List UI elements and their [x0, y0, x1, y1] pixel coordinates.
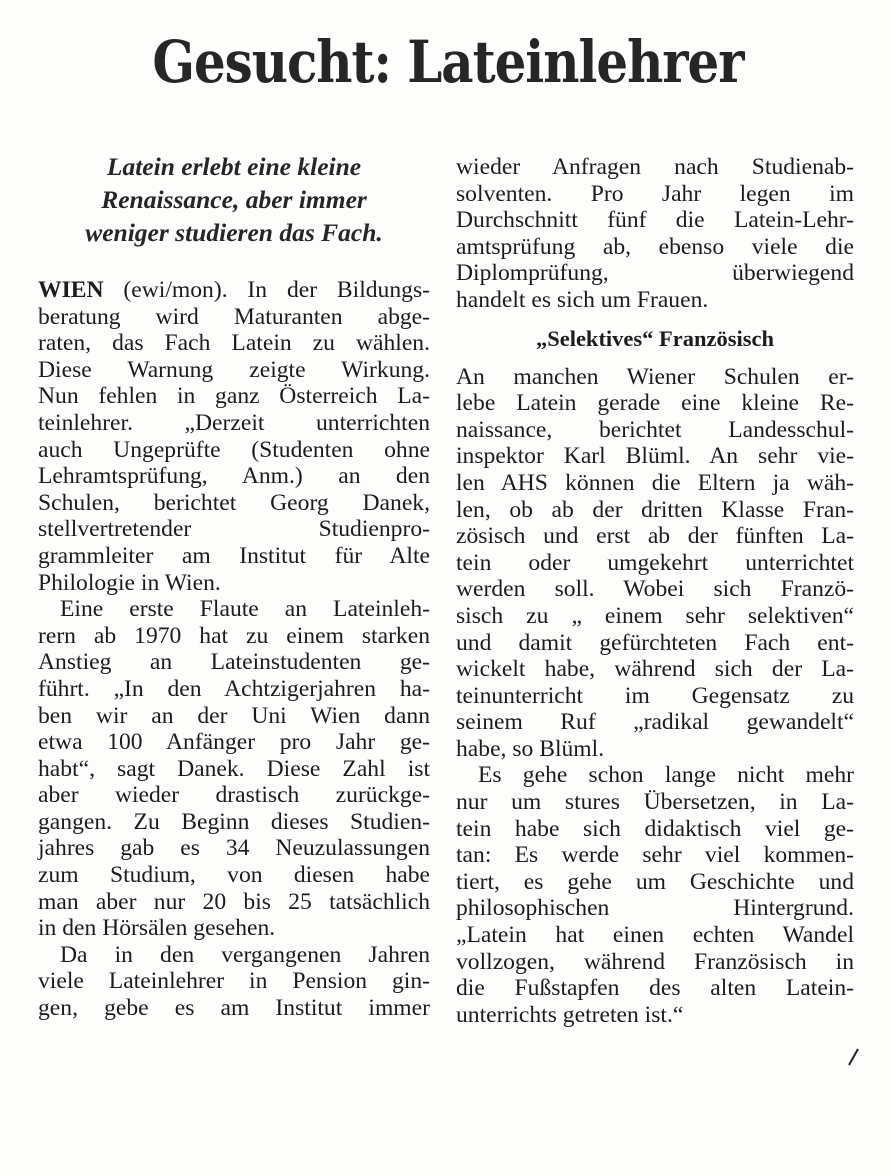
text-line: solventen. Pro Jahr legen im — [456, 180, 854, 207]
text-line: gen, gebe es am Institut immer — [38, 995, 430, 1022]
text-line: tein habe sich didaktisch viel ge- — [456, 815, 854, 842]
text-line: tein oder umgekehrt unterrichtet — [456, 549, 854, 576]
text-line: nur um stures Übersetzen, in La- — [456, 789, 854, 816]
text-line: Nun fehlen in ganz Österreich La- — [38, 383, 430, 410]
headline: Gesucht: Lateinlehrer — [152, 28, 744, 96]
text-line: die Fußstapfen des alten Latein- — [456, 975, 854, 1002]
text-line: naissance, berichtet Landesschul- — [456, 416, 854, 443]
text-line: grammleiter am Institut für Alte — [38, 542, 430, 569]
text-line: Diese Warnung zeigte Wirkung. — [38, 356, 430, 383]
text-line: Anstieg an Lateinstudenten ge- — [38, 649, 430, 676]
text-line: man aber nur 20 bis 25 tatsächlich — [38, 888, 430, 915]
text-line: zösisch und erst ab der fünften La- — [456, 523, 854, 550]
text-line: Eine erste Flaute an Lateinleh- — [60, 596, 430, 623]
text-line: lebe Latein gerade eine kleine Re- — [456, 390, 854, 417]
text-line: gangen. Zu Beginn dieses Studien- — [38, 808, 430, 835]
text-line: inspektor Karl Blüml. An sehr vie- — [456, 443, 854, 470]
subheadline-line: Latein erlebt eine kleine — [106, 152, 362, 181]
text-line: philosophischen Hintergrund. — [456, 895, 854, 922]
text-line: teinlehrer. „Derzeit unterrichten — [38, 409, 430, 436]
subheadline-line: Renaissance, aber immer — [101, 185, 367, 214]
section-heading: „Selektives“ Französisch — [535, 325, 775, 351]
text-line: wickelt habe, während sich der La- — [456, 656, 854, 683]
text-line: und damit gefürchteten Fach ent- — [456, 629, 854, 656]
text-line: Diplomprüfung, überwiegend — [456, 260, 854, 287]
text-line: zum Studium, von diesen habe — [38, 862, 430, 889]
dateline: WIEN — [38, 277, 104, 303]
text-line: seinem Ruf „radikal gewandelt“ — [456, 709, 854, 736]
text-line: vollzogen, während Französisch in — [456, 948, 854, 975]
text-line: handelt es sich um Frauen. — [456, 286, 709, 313]
text-line: habe, so Blüml. — [456, 735, 605, 762]
left-column — [38, 150, 430, 1022]
text-line: sisch zu „ einem sehr selektiven“ — [456, 602, 854, 629]
text-line: len AHS können die Eltern ja wäh- — [456, 469, 854, 496]
text-line: len, ob ab der dritten Klasse Fran- — [456, 496, 854, 523]
text-line: tiert, es gehe um Geschichte und — [456, 868, 854, 895]
text-line: Schulen, berichtet Georg Danek, — [38, 489, 430, 516]
right-column — [456, 154, 854, 1028]
text-line: etwa 100 Anfänger pro Jahr ge- — [38, 729, 430, 756]
text-line: aber wieder drastisch zurückge- — [38, 782, 430, 809]
text-line: führt. „In den Achtzigerjahren ha- — [38, 675, 430, 702]
text-line: wieder Anfragen nach Studienab- — [456, 154, 854, 180]
text-line: raten, das Fach Latein zu wählen. — [38, 330, 430, 357]
text-line: in den Hörsälen gesehen. — [38, 915, 276, 942]
subheadline — [38, 150, 430, 249]
text-line: viele Lateinlehrer in Pension gin- — [38, 968, 430, 995]
text-line — [38, 277, 430, 304]
text-line-rest: (ewi/mon). In der Bildungs- — [103, 277, 430, 303]
text-line: amtsprüfung ab, ebenso viele die — [456, 233, 854, 260]
subheadline-line: weniger studieren das Fach. — [85, 218, 383, 247]
text-line: unterrichts getreten ist.“ — [456, 1001, 684, 1028]
text-line: An manchen Wiener Schulen er- — [456, 363, 854, 390]
text-line: tan: Es werde sehr viel kommen- — [456, 842, 854, 869]
text-line: ben wir an der Uni Wien dann — [38, 702, 430, 729]
text-line: Philologie in Wien. — [38, 569, 221, 596]
text-line: habt“, sagt Danek. Diese Zahl ist — [38, 755, 430, 782]
text-line: teinunterricht im Gegensatz zu — [456, 682, 854, 709]
text-line: rern ab 1970 hat zu einem starken — [38, 622, 430, 649]
text-line: werden soll. Wobei sich Franzö- — [456, 576, 854, 603]
text-line: Durchschnitt fünf die Latein-Lehr- — [456, 207, 854, 234]
text-line: stellvertretender Studienpro- — [38, 516, 430, 543]
text-line: Da in den vergangenen Jahren — [60, 941, 430, 968]
text-line: auch Ungeprüfte (Studenten ohne — [38, 436, 430, 463]
text-line: beratung wird Maturanten abge- — [38, 303, 430, 330]
text-line: Lehramtsprüfung, Anm.) an den — [38, 463, 430, 490]
text-line: „Latein hat einen echten Wandel — [456, 922, 854, 949]
end-mark-icon — [846, 1047, 860, 1067]
text-line: jahres gab es 34 Neuzulassungen — [38, 835, 430, 862]
text-line: Es gehe schon lange nicht mehr — [478, 762, 854, 789]
